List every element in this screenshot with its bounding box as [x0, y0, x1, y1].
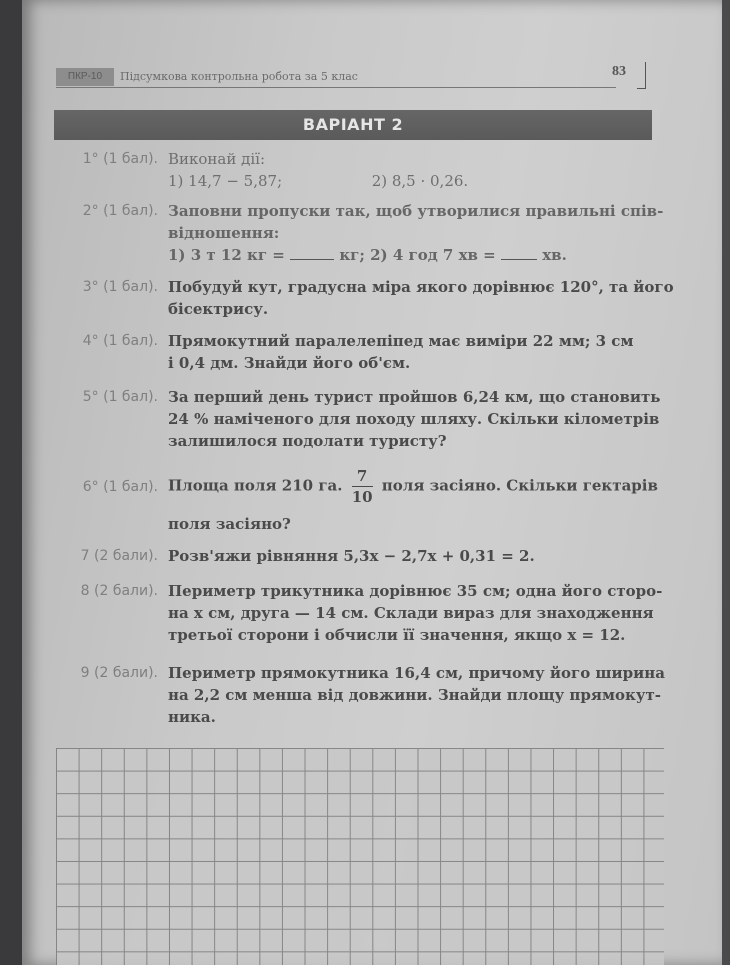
task-line: бісектрису.	[168, 300, 269, 318]
task-text	[168, 545, 680, 567]
page-number-bracket	[637, 62, 646, 89]
task-line	[168, 244, 680, 266]
task-number: 1° (1 бал).	[82, 151, 158, 167]
task-text	[168, 200, 680, 266]
task-line: і 0,4 дм. Знайди його об'єм.	[168, 354, 411, 372]
task-part-2: поля засіяно. Скільки гектарів	[381, 476, 658, 495]
task-line: Периметр трикутника дорівнює 35 см; одна його сторо-	[168, 582, 663, 600]
task-text	[168, 330, 680, 374]
task-line: поля засіяно?	[168, 515, 291, 533]
task-part-1: Площа поля 210 га.	[168, 476, 343, 495]
task-line	[168, 466, 680, 507]
task-number: 8 (2 бали).	[80, 583, 158, 599]
task-number: 2° (1 бал).	[82, 203, 158, 219]
task-number: 5° (1 бал).	[82, 389, 158, 405]
task-line: Розв'яжи рівняння 5,3x − 2,7x + 0,31 = 2.	[168, 547, 535, 565]
task-text	[168, 466, 680, 535]
page-header	[56, 62, 652, 90]
task-number: 3° (1 бал).	[82, 279, 158, 295]
answer-blank[interactable]	[290, 245, 334, 260]
task-part-1: 1) 3 т 12 кг =	[168, 246, 285, 264]
task-line: відношення:	[168, 224, 280, 242]
task-number: 7 (2 бали).	[80, 548, 158, 564]
task-number: 6° (1 бал).	[82, 479, 158, 495]
task-text	[168, 580, 680, 646]
header-tag: ПКР-10	[56, 68, 114, 86]
task-line: третьої сторони і обчисли її значення, якщо x = 12.	[168, 626, 626, 644]
fraction-numerator: 7	[352, 466, 373, 487]
variant-title: ВАРІАНТ 2	[54, 110, 652, 140]
task-line: Побудуй кут, градусна міра якого дорівнює 120°, та його	[168, 278, 674, 296]
task-line: на x см, друга — 14 см. Склади вираз для знаходження	[168, 604, 654, 622]
task-line: ника.	[168, 708, 216, 726]
task-line: Прямокутний паралелепіпед має виміри 22 мм; 3 см	[168, 332, 634, 350]
page-edge-shadow	[0, 0, 22, 965]
fraction-denominator: 10	[351, 488, 373, 506]
task-part-2: кг; 2) 4 год 7 хв =	[339, 246, 496, 264]
page-number: 83	[612, 64, 626, 79]
task-text	[168, 662, 680, 728]
task-line: За перший день турист пройшов 6,24 км, що становить	[168, 388, 661, 406]
answer-grid[interactable]	[56, 748, 664, 965]
task-line: залишилося подолати туристу?	[168, 432, 447, 450]
answer-blank[interactable]	[501, 245, 537, 260]
textbook-page	[22, 0, 722, 965]
task-text	[168, 386, 680, 452]
task-line: 24 % наміченого для походу шляху. Скільки кілометрів	[168, 410, 660, 428]
task-line: Периметр прямокутника 16,4 см, причому його ширина	[168, 664, 665, 682]
header-divider	[56, 87, 616, 88]
task-line	[168, 170, 680, 192]
task-line: Виконай дії:	[168, 150, 266, 168]
header-title: Підсумкова контрольна робота за 5 клас	[120, 70, 358, 83]
task-line: на 2,2 см менша від довжини. Знайди площу прямокут-	[168, 686, 661, 704]
task-part-3: хв.	[542, 246, 567, 264]
task-part-2: 2) 8,5 · 0,26.	[371, 172, 469, 190]
fraction	[352, 466, 373, 507]
task-number: 9 (2 бали).	[80, 665, 158, 681]
task-line: Заповни пропуски так, щоб утворилися правильні спів-	[168, 202, 664, 220]
task-text	[168, 148, 680, 192]
task-number: 4° (1 бал).	[82, 333, 158, 349]
task-part-1: 1) 14,7 − 5,87;	[168, 172, 283, 190]
task-text	[168, 276, 680, 320]
